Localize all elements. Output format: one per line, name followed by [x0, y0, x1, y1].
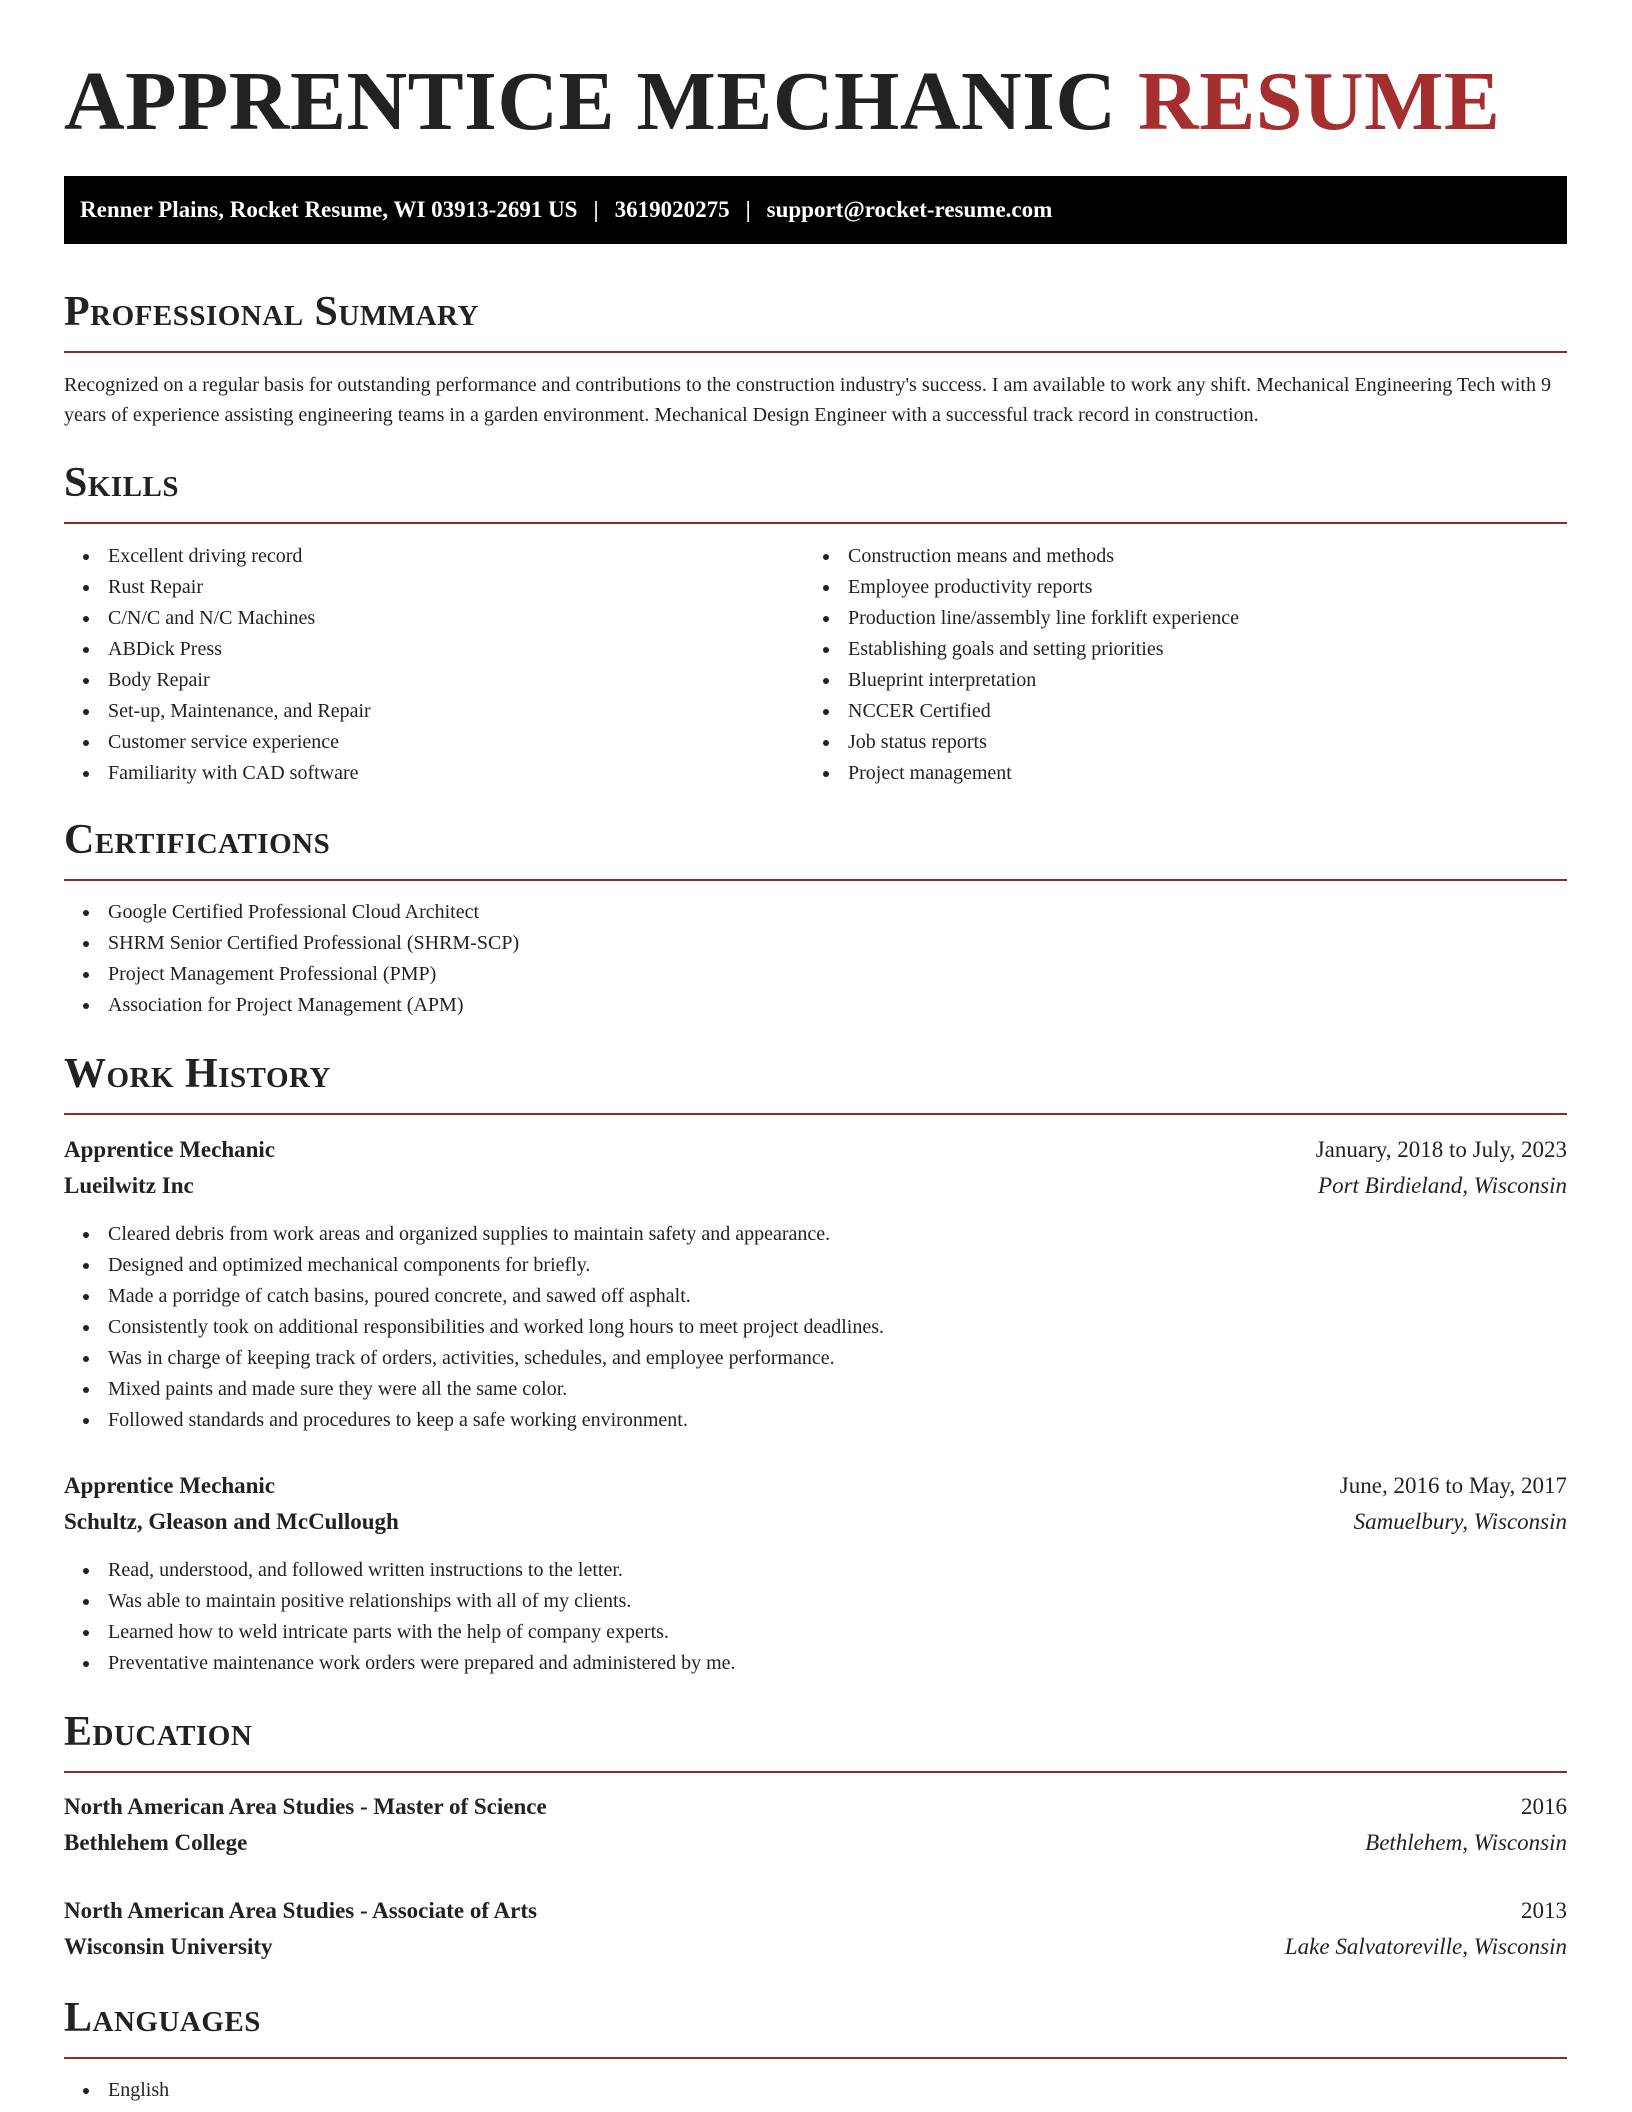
section-divider: [64, 2057, 1567, 2059]
skill-item: Blueprint interpretation: [804, 665, 1239, 696]
certification-item: Google Certified Professional Cloud Architect: [64, 897, 519, 928]
skill-item: Establishing goals and setting priorities: [804, 634, 1239, 665]
languages-heading: Languages: [64, 1995, 261, 2041]
title-main: APPRENTICE MECHANIC: [64, 55, 1117, 148]
skill-item: Body Repair: [64, 665, 371, 696]
section-divider: [64, 1113, 1567, 1115]
job-dates: June, 2016 to May, 2017: [1339, 1473, 1567, 1498]
job-bullets: [64, 1219, 884, 1436]
certification-item: Project Management Professional (PMP): [64, 959, 519, 990]
summary-heading: Professional Summary: [64, 289, 479, 335]
job-company: Lueilwitz Inc: [64, 1173, 194, 1198]
skill-item: ABDick Press: [64, 634, 371, 665]
certification-item: SHRM Senior Certified Professional (SHRM-SCP): [64, 928, 519, 959]
education-location: Lake Salvatoreville, Wisconsin: [1284, 1934, 1567, 1959]
education-degree: North American Area Studies - Associate of Arts: [64, 1898, 537, 1923]
job-title: Apprentice Mechanic: [64, 1137, 276, 1162]
education-school: Wisconsin University: [64, 1934, 273, 1959]
job-bullet: Made a porridge of catch basins, poured concrete, and sawed off asphalt.: [64, 1281, 884, 1312]
job-subheader: [64, 1504, 1567, 1540]
skill-item: Customer service experience: [64, 727, 371, 758]
education-subheader: [64, 1929, 1567, 1965]
section-divider: [64, 351, 1567, 353]
education-year: 2013: [1521, 1898, 1567, 1923]
section-divider: [64, 1771, 1567, 1773]
job-subheader: [64, 1168, 1567, 1204]
job-bullet: Learned how to weld intricate parts with the help of company experts.: [64, 1617, 736, 1648]
skill-item: Set-up, Maintenance, and Repair: [64, 696, 371, 727]
job-bullet: Consistently took on additional responsibilities and worked long hours to meet project deadlines.: [64, 1312, 884, 1343]
education-subheader: [64, 1825, 1567, 1861]
section-divider: [64, 879, 1567, 881]
contact-separator: |: [745, 197, 751, 222]
education-heading: Education: [64, 1709, 253, 1755]
skills-heading: Skills: [64, 460, 180, 506]
education-header: [64, 1789, 1567, 1825]
work-heading: Work History: [64, 1051, 331, 1097]
contact-phone[interactable]: 3619020275: [614, 197, 730, 222]
job-bullet: Designed and optimized mechanical components for briefly.: [64, 1250, 884, 1281]
job-bullets: [64, 1555, 736, 1679]
job-title: Apprentice Mechanic: [64, 1473, 276, 1498]
job-bullet: Followed standards and procedures to keep a safe working environment.: [64, 1405, 884, 1436]
skill-item: Construction means and methods: [804, 541, 1239, 572]
job-header: [64, 1468, 1567, 1504]
contact-separator: |: [593, 197, 599, 222]
education-year: 2016: [1521, 1794, 1567, 1819]
job-dates: January, 2018 to July, 2023: [1315, 1137, 1567, 1162]
contact-bar: [64, 176, 1567, 244]
certifications-heading: Certifications: [64, 817, 331, 863]
resume-title: [64, 52, 1500, 153]
skills-list-left: [64, 541, 371, 789]
contact-address: Renner Plains, Rocket Resume, WI 03913-2691 US: [80, 197, 578, 222]
job-location: Samuelbury, Wisconsin: [1353, 1509, 1567, 1534]
language-item: English: [64, 2075, 169, 2106]
skill-item: Employee productivity reports: [804, 572, 1239, 603]
skill-item: Familiarity with CAD software: [64, 758, 371, 789]
summary-text: Recognized on a regular basis for outstanding performance and contributions to the construction industry's success. I am available to work any shift. Mechanical Engineering Tech with 9 years of experience assisting engineering teams in a garden environment. Mechanical Design Engineer with a successful track record in construction.: [64, 374, 1551, 426]
skill-item: Job status reports: [804, 727, 1239, 758]
job-bullet: Preventative maintenance work orders were prepared and administered by me.: [64, 1648, 736, 1679]
skill-item: Production line/assembly line forklift experience: [804, 603, 1239, 634]
education-header: [64, 1893, 1567, 1929]
languages-list: [64, 2075, 169, 2106]
job-bullet: Was in charge of keeping track of orders, activities, schedules, and employee performance.: [64, 1343, 884, 1374]
job-bullet: Was able to maintain positive relationships with all of my clients.: [64, 1586, 736, 1617]
section-divider: [64, 522, 1567, 524]
skill-item: Project management: [804, 758, 1239, 789]
skill-item: NCCER Certified: [804, 696, 1239, 727]
skill-item: Excellent driving record: [64, 541, 371, 572]
skills-list-right: [804, 541, 1239, 789]
job-bullet: Read, understood, and followed written instructions to the letter.: [64, 1555, 736, 1586]
education-location: Bethlehem, Wisconsin: [1365, 1830, 1567, 1855]
job-location: Port Birdieland, Wisconsin: [1318, 1173, 1567, 1198]
skill-item: C/N/C and N/C Machines: [64, 603, 371, 634]
title-accent: RESUME: [1138, 55, 1501, 148]
education-degree: North American Area Studies - Master of Science: [64, 1794, 547, 1819]
contact-email[interactable]: support@rocket-resume.com: [766, 197, 1053, 222]
education-school: Bethlehem College: [64, 1830, 248, 1855]
job-bullet: Cleared debris from work areas and organized supplies to maintain safety and appearance.: [64, 1219, 884, 1250]
job-bullet: Mixed paints and made sure they were all the same color.: [64, 1374, 884, 1405]
skill-item: Rust Repair: [64, 572, 371, 603]
job-header: [64, 1132, 1567, 1168]
certifications-list: [64, 897, 519, 1021]
certification-item: Association for Project Management (APM): [64, 990, 519, 1021]
job-company: Schultz, Gleason and McCullough: [64, 1509, 399, 1534]
